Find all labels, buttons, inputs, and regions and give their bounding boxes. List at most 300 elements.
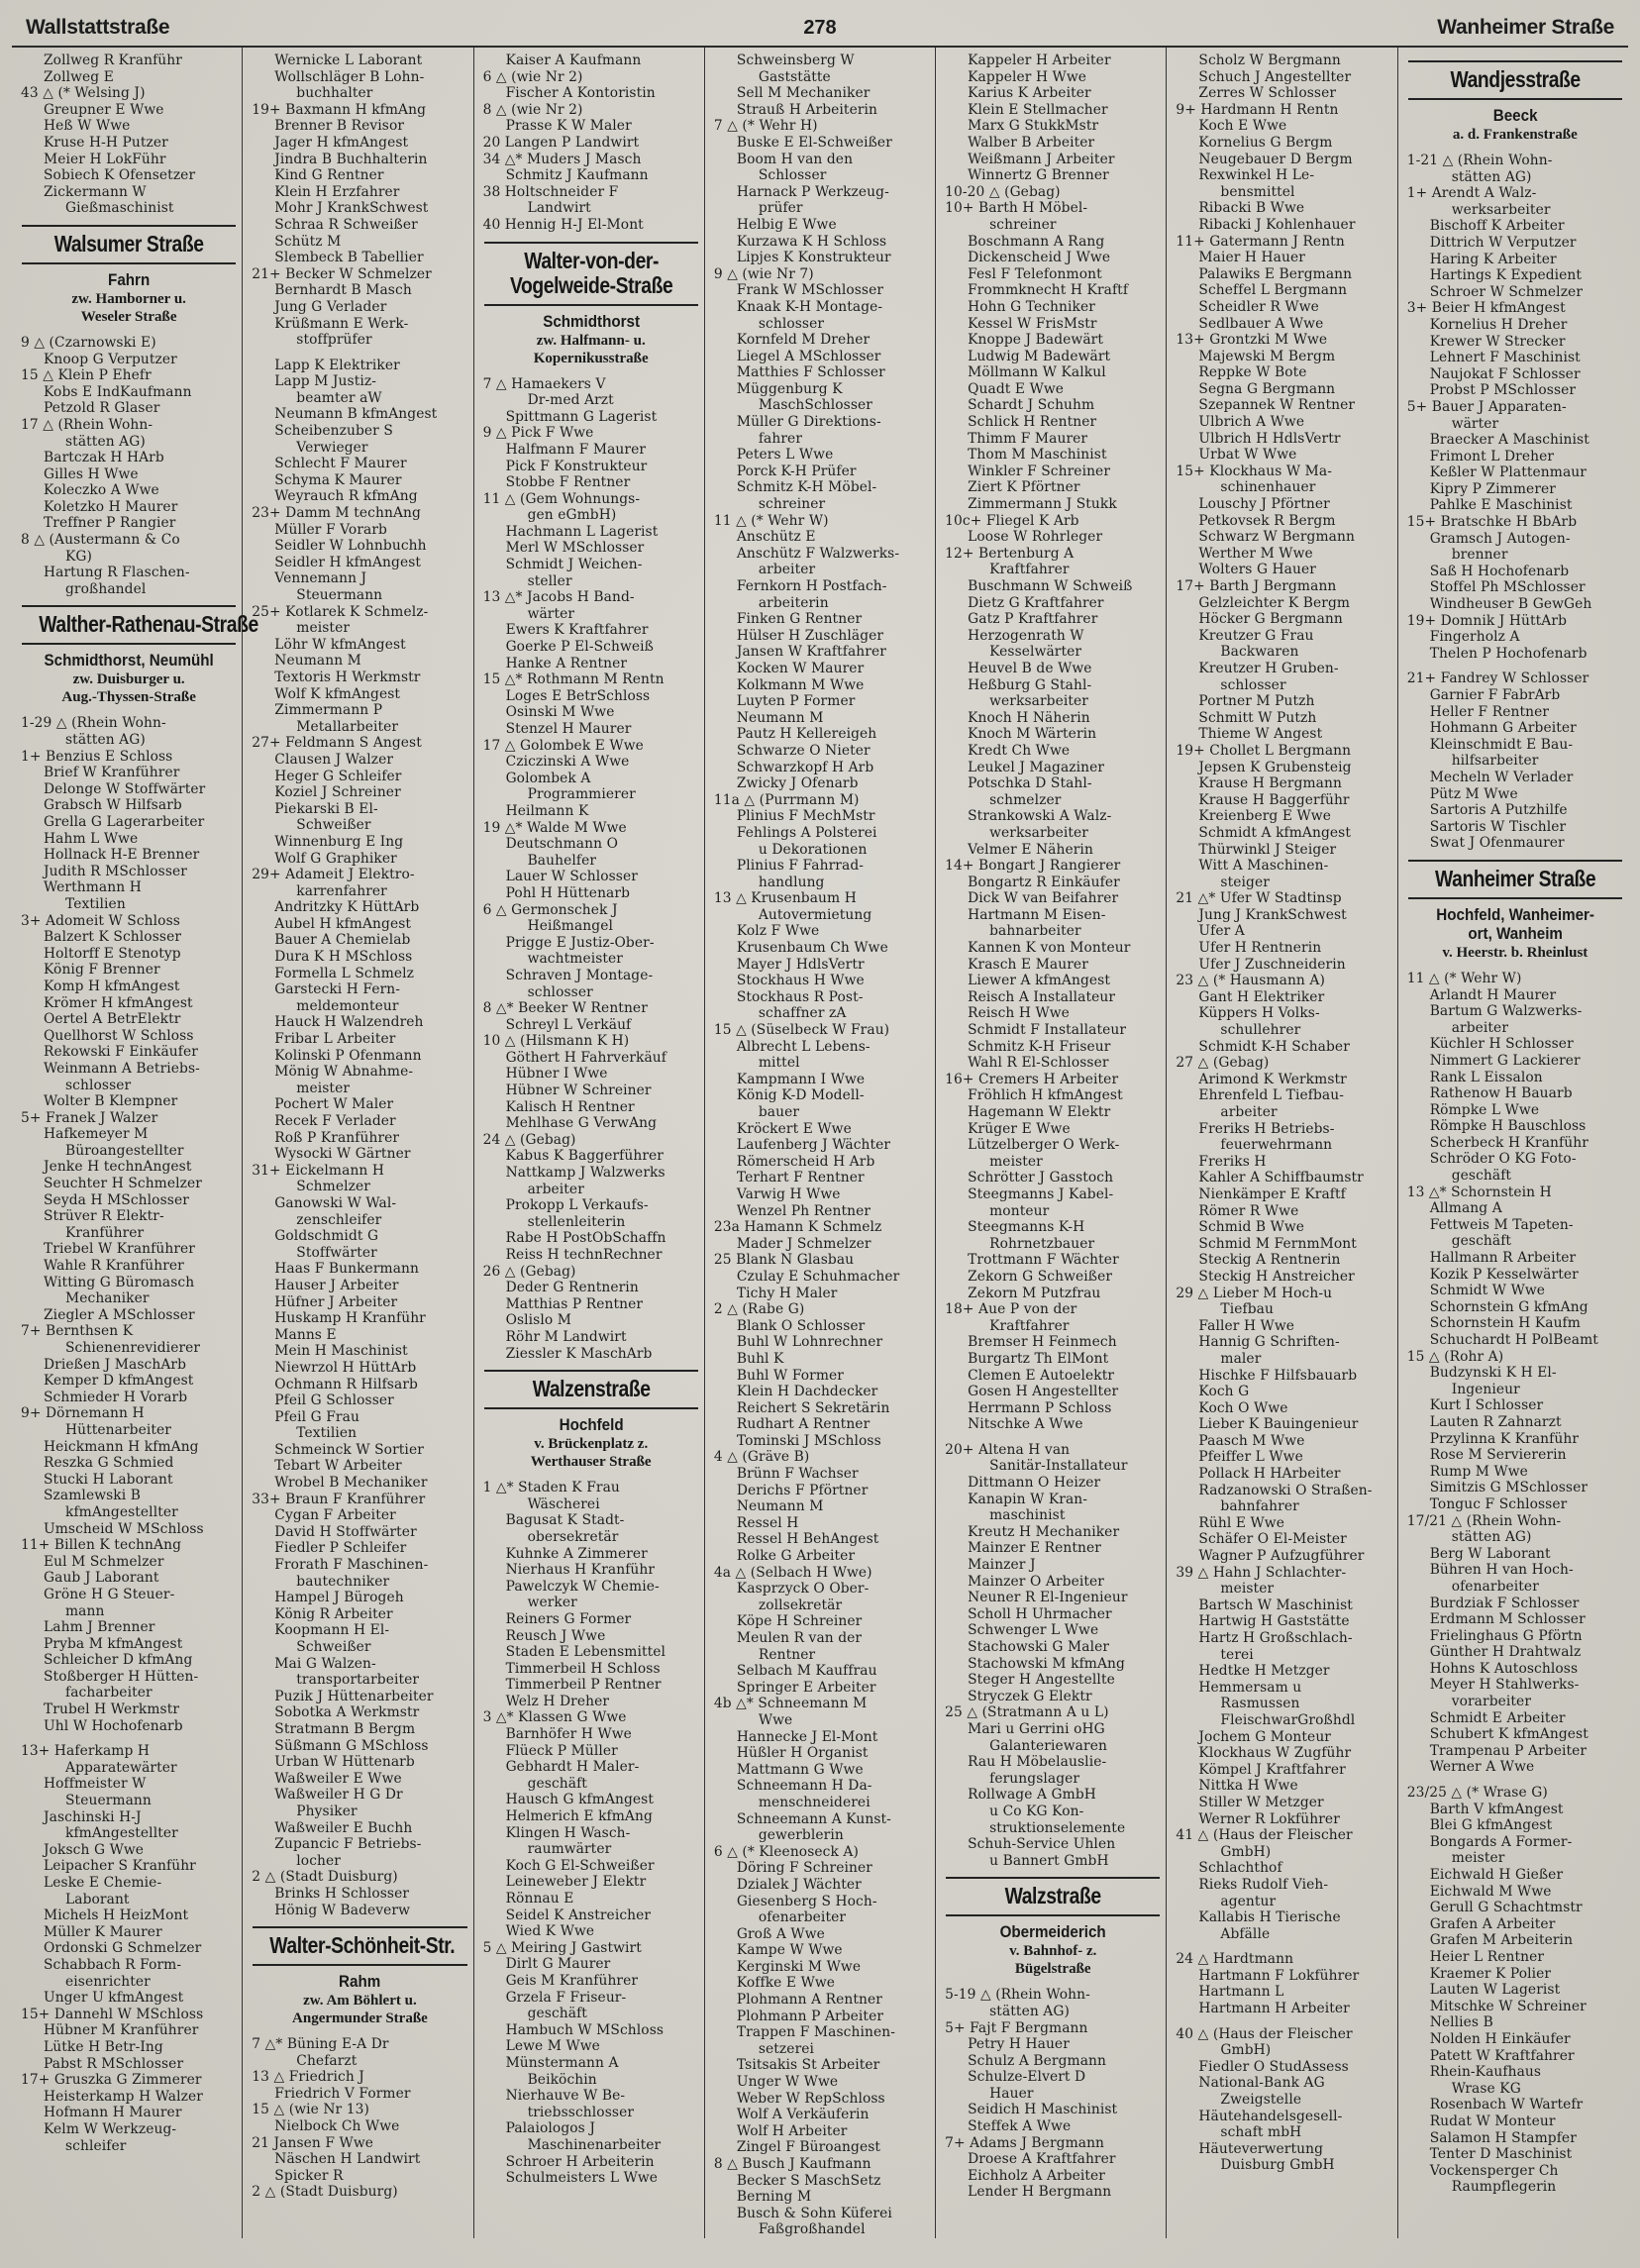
directory-line: Winnenburg E Ing	[274, 833, 404, 850]
directory-line: Pryba M kfmAngest	[44, 1635, 183, 1652]
directory-line: 24 △ Hardtmann	[1176, 1951, 1294, 1968]
street-range-note: Werthauser Straße	[530, 1454, 652, 1471]
street-header	[22, 225, 236, 264]
directory-line: 13+ Grontzki M Wwe	[1176, 332, 1328, 349]
directory-line: Schienenrevidierer	[65, 1340, 201, 1356]
directory-line: Sobiech K Ofensetzer	[44, 167, 196, 184]
directory-line: 4 △ (Gräve B)	[713, 1449, 810, 1466]
street-range-note: Bügelstraße	[1014, 1961, 1091, 1978]
directory-line: Kipry P Zimmerer	[1429, 480, 1556, 497]
directory-line: wärter	[1451, 415, 1499, 432]
directory-line: schreiner	[758, 496, 826, 513]
directory-line: Küchler H Schlosser	[1429, 1036, 1574, 1053]
directory-line: Schubert K kfmAngest	[1429, 1726, 1589, 1743]
directory-line: Schlachthof	[1198, 1860, 1282, 1877]
directory-line: Schuh-Service Uhlen	[968, 1836, 1116, 1853]
street-range-note: zw. Am Böhlert u.	[303, 1993, 417, 2010]
directory-line: Metallarbeiter	[296, 718, 399, 735]
directory-line: 7 △* Büning E-A Dr	[252, 2036, 389, 2053]
directory-line: schaffner zA	[758, 1005, 847, 1022]
directory-line: Sartoris W Tischler	[1429, 818, 1567, 835]
directory-line: Berg W Laborant	[1429, 1545, 1551, 1562]
directory-line: Lütke H Betr-Ing	[44, 2038, 163, 2055]
directory-line: Winnertz G Brenner	[968, 167, 1109, 184]
directory-line: schlosser	[758, 315, 825, 332]
directory-line: Kraemer K Polier	[1429, 1965, 1552, 1982]
directory-line: Kannen K von Monteur	[968, 940, 1131, 957]
directory-line: Grella G Lagerarbeiter	[44, 814, 205, 830]
directory-line: Wollschläger B Lohn-	[274, 68, 425, 85]
directory-line: 23/25 △ (* Wrase G)	[1406, 1785, 1548, 1802]
directory-line: Büroangestellter	[65, 1142, 184, 1159]
directory-line: Reisch A Installateur	[968, 988, 1116, 1005]
directory-line: Schmelzer	[296, 1179, 370, 1195]
directory-line: Majewski M Bergm	[1198, 348, 1336, 364]
directory-line: Palaiologos J	[505, 2120, 595, 2137]
directory-line: Waßweiler E Buchh	[274, 1819, 413, 1836]
directory-line: beamter aW	[296, 389, 382, 406]
directory-line: Werner A Wwe	[1429, 1759, 1535, 1776]
directory-line: Schuchardt H PolBeamt	[1429, 1332, 1598, 1348]
directory-line: Rudhart A Rentner	[736, 1416, 871, 1433]
directory-line: Kornelius G Bergm	[1198, 134, 1333, 151]
directory-line: Stachowski G Maler	[968, 1639, 1110, 1655]
directory-line: steiger	[1220, 874, 1270, 890]
directory-line: 4b △* Schneemann M	[713, 1696, 868, 1712]
directory-line: 1 △* Staden K Frau	[482, 1480, 620, 1496]
directory-line: Heß W Wwe	[44, 118, 131, 135]
directory-line: Höcker G Bergmann	[1198, 611, 1343, 628]
directory-line: 27 △ (Gebag)	[1176, 1055, 1270, 1072]
directory-line: u Bannert GmbH	[989, 1852, 1109, 1869]
directory-line: Sanitär-Installateur	[989, 1458, 1128, 1475]
directory-line: Hüfner J Arbeiter	[274, 1293, 398, 1310]
directory-line: 25+ Kotlarek K Schmelz-	[252, 603, 429, 620]
spacer	[1406, 1776, 1624, 1785]
directory-line: triebsschlosser	[527, 2104, 635, 2120]
spacer	[20, 706, 238, 715]
directory-line: Palawiks E Bergmann	[1198, 265, 1353, 282]
directory-line: Liegel A MSchlosser	[736, 348, 881, 364]
directory-line: 23+ Damm M technAng	[252, 505, 421, 522]
directory-line: Bremser H Feinmech	[968, 1334, 1117, 1351]
directory-line: Schmitz K-H Friseur	[968, 1038, 1111, 1055]
directory-line: ferungslager	[989, 1770, 1080, 1787]
directory-line: Boschmann A Rang	[968, 233, 1105, 250]
directory-line: Kahler A Schiffbaumstr	[1198, 1170, 1364, 1186]
directory-line: 17/21 △ (Rhein Wohn-	[1406, 1512, 1562, 1529]
directory-line: Scholl H Uhrmacher	[968, 1605, 1112, 1622]
directory-line: Hofmann H Maurer	[44, 2105, 182, 2121]
directory-line: Kurzawa K H Schloss	[736, 233, 887, 250]
directory-line: bensmittel	[1220, 183, 1295, 200]
directory-line: Fröhlich H kfmAngest	[968, 1087, 1123, 1104]
directory-line: König F Brenner	[44, 962, 160, 979]
directory-line: 7+ Bernthsen K	[21, 1323, 134, 1340]
directory-line: geschäft	[527, 2006, 587, 2022]
directory-line: 5+ Fajt F Bergmann	[945, 2019, 1088, 2036]
directory-line: Krüßmann E Werk-	[274, 315, 409, 332]
directory-line: meister	[989, 1153, 1043, 1170]
directory-line: Thieme W Angest	[1198, 726, 1323, 743]
directory-line: Tominski J MSchloss	[736, 1432, 881, 1449]
directory-line: Krause H Baggerführ	[1198, 791, 1350, 808]
directory-line: ofenarbeiter	[1451, 1578, 1539, 1595]
directory-line: Steuermann	[296, 587, 383, 603]
directory-line: Czulay E Schuhmacher	[736, 1268, 900, 1285]
spacer	[1406, 962, 1624, 971]
directory-line: Przylinna K Kranführ	[1429, 1430, 1580, 1447]
directory-line: Budzynski K H El-	[1429, 1365, 1557, 1382]
directory-line: Rasmussen	[1220, 1696, 1300, 1712]
directory-line: Ressel H	[736, 1514, 799, 1531]
directory-line: Hartmann H Arbeiter	[1198, 2001, 1350, 2017]
directory-line: Pabst R MSchlosser	[44, 2055, 184, 2072]
directory-line: 7 △ Hamaekers V	[482, 375, 606, 392]
directory-line: Mai G Walzen-	[274, 1655, 376, 1672]
directory-line: Pohl H Hüttenarb	[505, 884, 631, 901]
directory-line: Bischoff K Arbeiter	[1429, 218, 1565, 235]
directory-line: Swat J Ofenmaurer	[1429, 835, 1565, 852]
directory-line: bauer	[758, 1104, 800, 1120]
directory-line: Ziegler A MSchlosser	[44, 1306, 195, 1323]
directory-line: Steckig A Rentnerin	[1198, 1252, 1341, 1269]
directory-line: Pütz M Wwe	[1429, 785, 1518, 802]
directory-line: Wolter B Klempner	[44, 1093, 178, 1110]
directory-line: Bernhardt B Masch	[274, 282, 412, 299]
directory-line: Jochem G Monteur	[1198, 1728, 1332, 1745]
directory-line: Terhart F Rentner	[736, 1170, 865, 1186]
directory-line: Rekowski F Einkäufer	[44, 1044, 198, 1061]
district-subheader: Fahrn	[108, 270, 151, 289]
directory-line: National-Bank AG	[1198, 2075, 1325, 2092]
directory-line: Schmidt W Wwe	[1429, 1283, 1546, 1299]
directory-line: Keßler W Plattenmaur	[1429, 464, 1587, 481]
directory-line: Frank W MSchlosser	[736, 282, 884, 299]
directory-line: 31+ Eickelmann H	[252, 1162, 385, 1179]
directory-line: Scheffel L Bergmann	[1198, 282, 1348, 299]
directory-line: Luyten P Former	[736, 693, 856, 710]
directory-line: 29+ Adameit J Elektro-	[252, 867, 415, 883]
directory-line: Rolke G Arbeiter	[736, 1548, 856, 1565]
directory-line: Textilien	[296, 1425, 358, 1442]
directory-line: 7+ Adams J Bergmann	[945, 2134, 1105, 2151]
directory-line: 10c+ Fliegel K Arb	[945, 512, 1079, 529]
directory-line: Garstecki H Fern-	[274, 981, 401, 998]
directory-line: Knaak K-H Montage-	[736, 298, 883, 315]
directory-line: 13+ Haferkamp H	[21, 1743, 151, 1760]
directory-line: Ufer H Rentnerin	[1198, 940, 1322, 957]
directory-line: Barnhöfer H Wwe	[505, 1726, 632, 1743]
directory-line: Werthmann H	[44, 879, 142, 896]
directory-line: Buske E El-Schweißer	[736, 134, 892, 151]
directory-line: Hönig W Badeverw	[274, 1902, 411, 1918]
directory-line: Matthies F Schlosser	[736, 364, 885, 381]
directory-line: Kappeler H Wwe	[968, 68, 1087, 85]
directory-line: Scheibenzuber S	[274, 423, 393, 440]
directory-line: Simitzis G MSchlosser	[1429, 1480, 1589, 1496]
directory-line: Rump M Wwe	[1429, 1463, 1528, 1480]
directory-line: Kuhnke A Zimmerer	[505, 1545, 648, 1562]
directory-line: Raumpflegerin	[1451, 2179, 1557, 2196]
directory-line: FleischwarGroßhdl	[1220, 1711, 1356, 1728]
directory-line: Steegmanns K-H	[968, 1219, 1085, 1236]
directory-line: mann	[65, 1602, 105, 1619]
directory-line: Wagner P Aufzugführer	[1198, 1548, 1365, 1565]
column-3	[473, 48, 704, 2238]
directory-line: 21 Jansen F Wwe	[252, 2134, 373, 2151]
directory-line: Klein H Erzfahrer	[274, 183, 400, 200]
directory-line: 9 △ (Czarnowski E)	[21, 334, 156, 351]
directory-line: Hartwig H Gaststätte	[1198, 1613, 1350, 1630]
directory-line: Knoppe J Badewärt	[968, 332, 1103, 349]
directory-line: Greupner E Wwe	[44, 101, 164, 118]
directory-line: Osinski M Wwe	[505, 704, 615, 721]
directory-line: schinenhauer	[1220, 479, 1316, 496]
directory-line: 2 △ (Rabe G)	[713, 1301, 805, 1318]
directory-line: Näschen H Landwirt	[274, 2151, 421, 2168]
directory-line: Portner M Putzh	[1198, 693, 1315, 710]
directory-line: Textilien	[65, 895, 126, 912]
directory-line: Weißmann J Arbeiter	[968, 151, 1115, 167]
directory-line: Oslislo M	[505, 1312, 571, 1329]
directory-line: Fettweis M Tapeten-	[1429, 1216, 1574, 1233]
directory-line: Süßmann G MSchloss	[274, 1737, 429, 1754]
directory-line: Brenner B Revisor	[274, 118, 405, 135]
directory-line: Triebel W Kranführer	[44, 1241, 195, 1258]
directory-line: Haas F Bunkermann	[274, 1261, 419, 1278]
spacer	[20, 326, 238, 335]
directory-line: Wysocki W Gärtner	[274, 1146, 411, 1163]
directory-line: steller	[527, 572, 572, 589]
directory-line: Frorath F Maschinen-	[274, 1557, 429, 1574]
directory-line: Schwenger L Wwe	[968, 1622, 1099, 1639]
directory-line: Schlecht F Maurer	[274, 456, 407, 472]
directory-line: Hartmann M Eisen-	[968, 906, 1106, 923]
directory-line: Neuner R El-Ingenieur	[968, 1590, 1128, 1606]
directory-line: Beiköchin	[527, 2071, 597, 2088]
directory-line: Springer E Arbeiter	[736, 1679, 876, 1696]
directory-line: feuerwehrmann	[1220, 1137, 1333, 1154]
directory-line: Neumann B kfmAngest	[274, 406, 438, 423]
directory-line: Busch & Sohn Küferei	[736, 2205, 892, 2221]
directory-line: Schwarzkopf H Arb	[736, 759, 874, 775]
directory-line: Dr-med Arzt	[527, 392, 614, 409]
directory-line: Kolinski P Ofenmann	[274, 1047, 422, 1064]
directory-line: Fehlings A Polsterei	[736, 824, 877, 841]
directory-line: Schröder O KG Foto-	[1429, 1151, 1577, 1168]
street-header	[22, 605, 258, 645]
directory-line: Kömpel J Kraftfahrer	[1198, 1761, 1346, 1778]
directory-line: Müller G Direktions-	[736, 414, 881, 431]
directory-line: arbeiter	[1220, 1104, 1278, 1120]
directory-line: Plinius F Fahrrad-	[736, 858, 865, 875]
directory-line: 33+ Braun F Kranführer	[252, 1491, 426, 1507]
street-header	[484, 1370, 698, 1409]
directory-line: Aubel H kfmAngest	[274, 915, 412, 932]
directory-line: Kranführer	[65, 1224, 145, 1241]
column-4	[704, 48, 935, 2238]
directory-line: Gebhardt H Maler-	[505, 1759, 640, 1776]
directory-line: Huskamp H Kranführ	[274, 1310, 426, 1327]
directory-line: Plinius F MechMstr	[736, 808, 875, 825]
directory-line: Zimmermann J Stukk	[968, 496, 1117, 513]
directory-line: arbeiter	[527, 1181, 584, 1197]
directory-line: Petkovsek R Bergm	[1198, 512, 1336, 529]
directory-line: Rabe H PostObSchaffn	[505, 1230, 666, 1247]
directory-line: wachtmeister	[527, 951, 623, 968]
directory-line: Urbat W Wwe	[1198, 447, 1297, 464]
directory-line: Strüver R Elektr-	[44, 1208, 164, 1225]
directory-line: 11a △ (Purrmann M)	[713, 791, 860, 808]
directory-line: Dura K H MSchloss	[274, 949, 413, 966]
directory-line: Kesselwärter	[989, 644, 1082, 661]
directory-line: Braecker A Maschinist	[1429, 432, 1589, 449]
directory-line: Neugebauer D Bergm	[1198, 151, 1353, 167]
directory-line: 5 △ Meiring J Gastwirt	[482, 1939, 642, 1956]
directory-line: schaft mbH	[1220, 2124, 1302, 2141]
directory-line: Eul M Schmelzer	[44, 1553, 164, 1570]
directory-line: Röhr M Landwirt	[505, 1328, 627, 1345]
directory-line: Meulen R van der	[736, 1630, 863, 1646]
directory-line: Windheuser B GewGeh	[1429, 596, 1592, 613]
directory-line: Schmitz K-H Möbel-	[736, 479, 877, 496]
directory-line: Schneemann A Kunst-	[736, 1810, 891, 1827]
directory-line: Jaschinski H-J	[44, 1808, 142, 1825]
directory-line: Wahle R Kranführer	[44, 1258, 184, 1275]
directory-line: Helmerich E kfmAng	[505, 1808, 653, 1825]
directory-line: Velmer E Näherin	[968, 841, 1093, 858]
directory-line: Knoop G Verputzer	[44, 351, 177, 367]
directory-line: Schraa R Schweißer	[274, 216, 418, 233]
directory-line: Wolf H Arbeiter	[736, 2122, 848, 2139]
street-header-line: Wanheimer Straße	[1434, 865, 1595, 891]
directory-line: Kurt I Schlosser	[1429, 1397, 1544, 1414]
directory-line: Kraftfahrer	[989, 562, 1070, 578]
directory-line: Anschütz F Walzwerks-	[736, 545, 900, 562]
directory-line: Prigge E Justiz-Ober-	[505, 934, 655, 951]
directory-line: Hannecke J El-Mont	[736, 1728, 878, 1745]
directory-line: 38 Holtschneider F	[482, 183, 619, 200]
directory-line: Kerginski M Wwe	[736, 1958, 862, 1975]
directory-line: Marx G StukkMstr	[968, 118, 1099, 135]
directory-line: 25 △ (Stratmann A u L)	[945, 1704, 1109, 1721]
directory-line: Blei G kfmAngest	[1429, 1817, 1553, 1834]
directory-line: 15+ Dannehl W MSchloss	[21, 2006, 204, 2022]
directory-line: Schmeinck W Sortier	[274, 1441, 424, 1458]
directory-line: 18+ Aue P von der	[945, 1301, 1077, 1318]
column-6	[1166, 48, 1396, 2238]
district-subheader: Schmidthorst	[542, 312, 640, 331]
directory-line: Uhl W Hochofenarb	[44, 1717, 183, 1734]
directory-line: 10-20 △ (Gebag)	[945, 183, 1061, 200]
directory-line: Römerscheid H Arb	[736, 1153, 875, 1170]
directory-line: Kreienberg E Wwe	[1198, 808, 1331, 825]
directory-line: Unger U kfmAngest	[44, 1990, 184, 2007]
directory-line: Hübner M Kranführer	[44, 2022, 199, 2039]
directory-line: Drießen J MaschArb	[44, 1356, 187, 1373]
directory-line: Seidler H kfmAngest	[274, 554, 422, 570]
directory-line: Mainzer J	[968, 1557, 1036, 1574]
directory-line: Fiedler P Schleifer	[274, 1540, 407, 1557]
directory-line: Boom H van den	[736, 151, 854, 167]
directory-line: menschneiderei	[758, 1794, 871, 1810]
directory-line: 17+ Gruszka G Zimmerer	[21, 2072, 202, 2089]
directory-line: Rieks Rudolf Vieh-	[1198, 1876, 1329, 1893]
directory-line: 3+ Beier H kfmAngest	[1406, 300, 1566, 317]
directory-line: Flüeck P Müller	[505, 1742, 618, 1759]
directory-line: schlosser	[1220, 676, 1286, 693]
directory-line: Heier L Rentner	[1429, 1948, 1545, 1965]
directory-line: Kleinschmidt E Bau-	[1429, 736, 1574, 753]
directory-line: Thelen P Hochofenarb	[1429, 645, 1588, 662]
street-range-note: a. d. Frankenstraße	[1452, 127, 1578, 143]
directory-line: Ehrenfeld L Tiefbau-	[1198, 1087, 1344, 1104]
directory-line: 8 △* Beeker W Rentner	[482, 1000, 648, 1017]
directory-line: 29 △ Lieber M Hoch-u	[1176, 1285, 1333, 1301]
directory-line: 21+ Fandrey W Schlosser	[1406, 670, 1589, 687]
directory-line: Ribacki J Kohlenhauer	[1198, 216, 1356, 233]
street-range-note: Angermunder Straße	[292, 2010, 428, 2027]
directory-line: Grafen M Arbeiterin	[1429, 1932, 1574, 1949]
spacer	[944, 1978, 1162, 1987]
directory-line: Lauten W Lagerist	[1429, 1982, 1561, 1999]
directory-line: Römpke L Wwe	[1429, 1101, 1540, 1118]
directory-line: Segna G Bergmann	[1198, 380, 1336, 397]
directory-line: Seyda H MSchlosser	[44, 1191, 189, 1208]
directory-line: Neumann M	[736, 1498, 824, 1515]
street-range-note: Aug.-Thyssen-Straße	[61, 689, 196, 706]
directory-line: Tichy H Maler	[736, 1285, 838, 1301]
directory-line: Koopmann H El-	[274, 1622, 390, 1639]
directory-line: 15 △* Rothmann M Rentn	[482, 671, 665, 688]
directory-line: Wolf A Verkäuferin	[736, 2107, 870, 2123]
district-subheader: Beeck	[1492, 107, 1538, 125]
directory-line: Fesl F Telefonmont	[968, 265, 1102, 282]
directory-line: bahnarbeiter	[989, 923, 1081, 940]
directory-line: Schlosser	[758, 167, 827, 184]
directory-line: Tsitsakis St Arbeiter	[736, 2057, 880, 2074]
directory-line: Mari u Gerrini oHG	[968, 1720, 1105, 1737]
directory-line: Reichert S Sekretärin	[736, 1399, 890, 1416]
directory-line: Kind G Rentner	[274, 167, 384, 184]
directory-line: Häutehandelsgesell-	[1198, 2108, 1343, 2124]
directory-line: Helbig E Wwe	[736, 216, 837, 233]
directory-line: 21+ Becker W Schmelzer	[252, 265, 432, 282]
directory-line: Kobs E IndKaufmann	[44, 383, 192, 400]
street-range-note: Kopernikusstraße	[533, 350, 649, 366]
directory-line: Fribar L Arbeiter	[274, 1031, 396, 1048]
directory-line: Balzert K Schlosser	[44, 929, 182, 946]
directory-line: 15 △ Klein P Ehefr	[21, 367, 152, 384]
directory-line: Pfeiffer L Wwe	[1198, 1449, 1303, 1466]
spacer	[1406, 662, 1624, 670]
directory-line: 9 △ (wie Nr 7)	[713, 265, 814, 282]
directory-line: Wolf G Graphiker	[274, 850, 397, 867]
directory-line: Wrase KG	[1451, 2080, 1521, 2097]
directory-line: Leukel J Magaziner	[968, 759, 1105, 775]
directory-line: obersekretär	[527, 1528, 619, 1545]
directory-line: Lehnert F Maschinist	[1429, 350, 1581, 366]
running-head-left-street: Wallstattstraße	[26, 16, 170, 39]
directory-line: 8 △ (Austermann & Co	[21, 532, 180, 549]
directory-line: Reusch J Wwe	[505, 1627, 606, 1644]
directory-line: Oertel A BetrElektr	[44, 1011, 181, 1028]
spacer	[1175, 2017, 1392, 2026]
column-5	[935, 48, 1166, 2238]
directory-line: schlosser	[527, 983, 593, 1000]
directory-line: Schlick H Rentner	[968, 414, 1097, 431]
